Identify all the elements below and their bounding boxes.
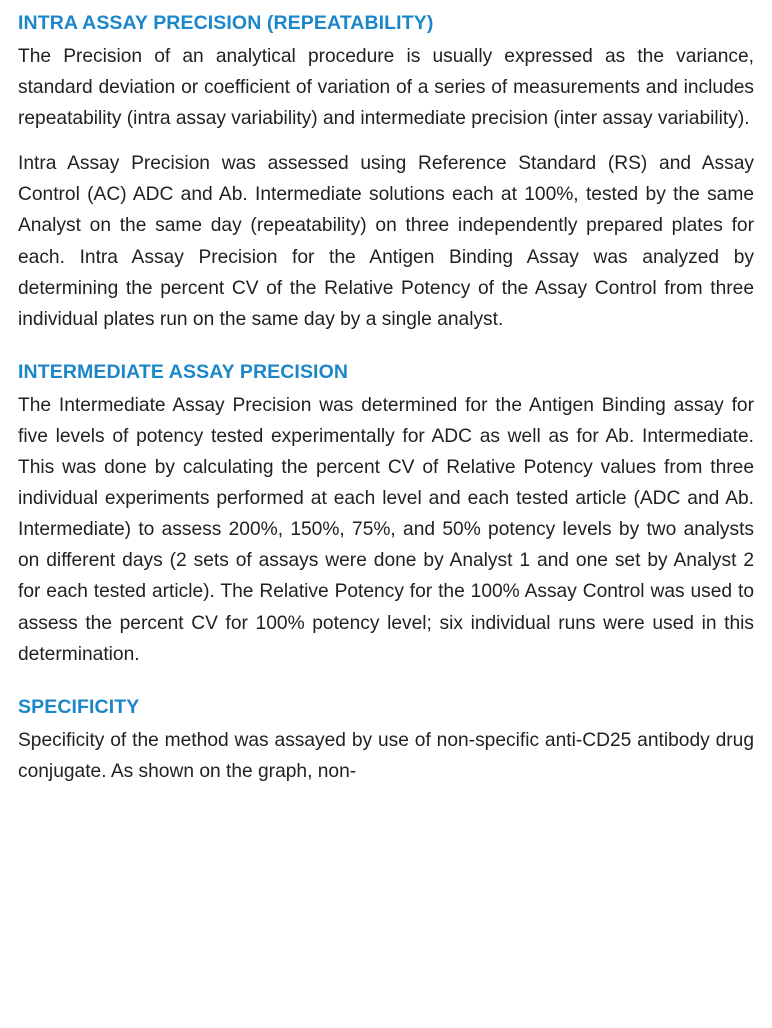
paragraph-precision-definition: The Precision of an analytical procedure is usually expressed as the variance, standard deviation or coefficient of variation of a series of measurements and includes repeatability (intra assay variability) and intermediate precision (inter assay variability).	[18, 46, 754, 130]
section-heading-intermediate-assay-precision: INTERMEDIATE ASSAY PRECISION	[18, 360, 349, 383]
section-heading-intra-assay-precision: INTRA ASSAY PRECISION (REPEATABILITY)	[18, 12, 434, 34]
paragraph-specificity: Specificity of the method was assayed by use of non-specific anti-CD25 antibody drug conjugate. As shown on the graph, non-	[18, 729, 754, 782]
paragraph-intra-assay-assessment: Intra Assay Precision was assessed using Reference Standard (RS) and Assay Control (AC) ADC and Ab. Intermediate solutions each at 100%, tested by the same Analyst on the same day (repeatability) on three independently prepared plates for each. Intra Assay Precision for the Antigen Binding Assay was analyzed by determining the percent CV of the Relative Potency of the Assay Control from three individual plates run on the same day by a single analyst.	[18, 153, 754, 330]
section-heading-specificity: SPECIFICITY	[18, 695, 140, 718]
paragraph-intermediate-assay-precision: The Intermediate Assay Precision was determined for the Antigen Binding assay for five levels of potency tested experimentally for ADC as well as for Ab. Intermediate. This was done by calculating the percent CV of Relative Potency values from three individual experiments performed at each level and each tested article (ADC and Ab. Intermediate) to assess 200%, 150%, 75%, and 50% potency levels by two analysts on different days (2 sets of assays were done by Analyst 1 and one set by Analyst 2 for each tested article). The Relative Potency for the 100% Assay Control was used to assess the percent CV for 100% potency level; six individual runs were used in this determination.	[18, 394, 754, 665]
